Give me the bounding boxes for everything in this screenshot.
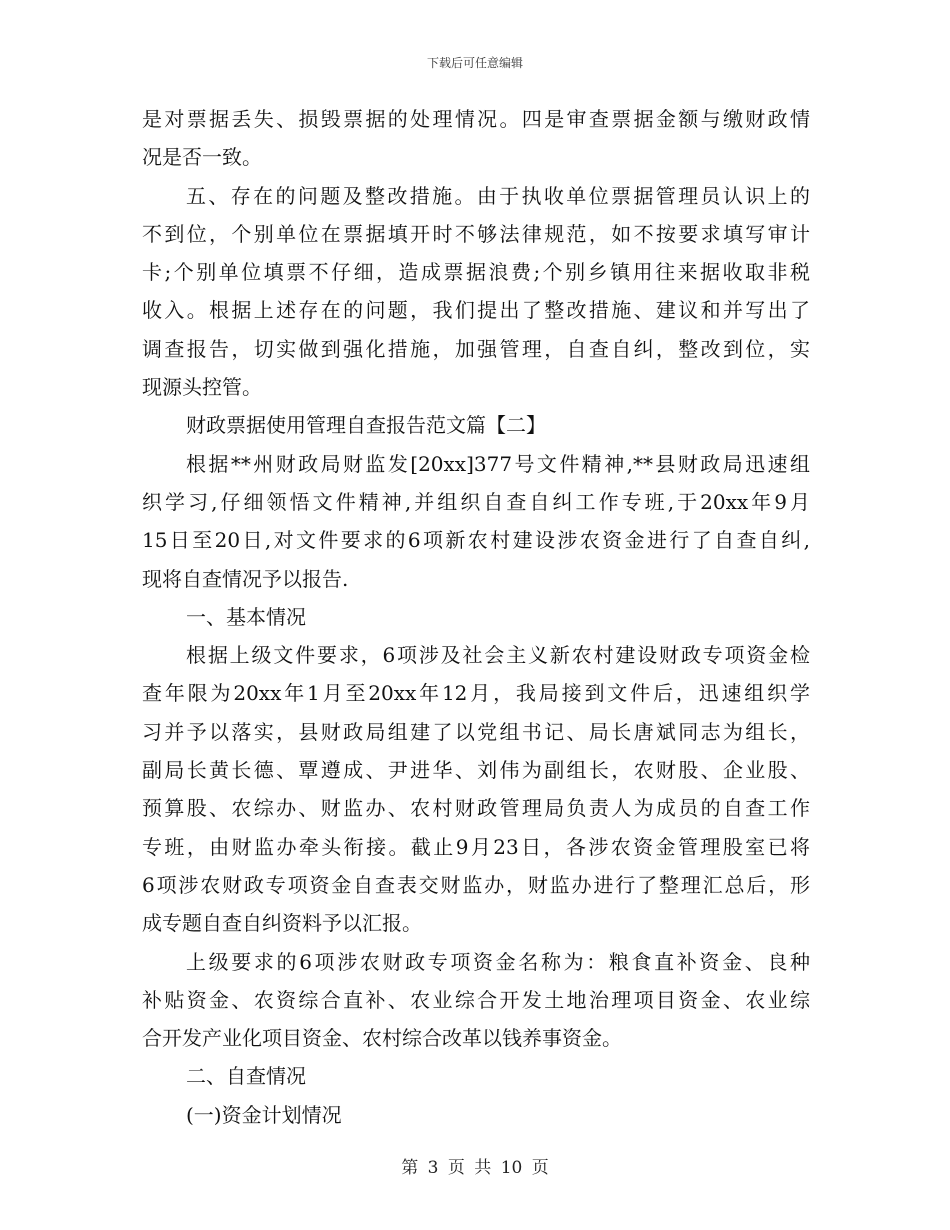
- text-line: 财政票据使用管理自查报告范文篇【二】: [186, 413, 546, 438]
- text-line: 二、自查情况: [186, 1064, 306, 1089]
- text-line: 收入。根据上述存在的问题，我们提出了整改措施、建议和并写出了: [142, 298, 810, 323]
- text-line: 15日至20日,对文件要求的6项新农村建设涉农资金进行了自查自纠,: [142, 528, 810, 553]
- text-line: 副局长黄长德、覃遵成、尹进华、刘伟为副组长，农财股、企业股、: [142, 758, 810, 783]
- text-line: 6项涉农财政专项资金自查表交财监办，财监办进行了整理汇总后，形: [142, 872, 810, 897]
- text-line: 合开发产业化项目资金、农村综合改革以钱养事资金。: [142, 1026, 622, 1051]
- text-line: 预算股、农综办、财监办、农村财政管理局负责人为成员的自查工作: [142, 796, 810, 821]
- text-line: 查年限为20xx年1月至20xx年12月，我局接到文件后，迅速组织学: [142, 681, 810, 706]
- text-line: 现将自查情况予以报告.: [142, 566, 349, 591]
- page-footer: 第 3 页 共 10 页: [401, 1158, 549, 1178]
- text-line: 现源头控管。: [142, 375, 262, 400]
- text-line: 况是否一致。: [142, 145, 262, 170]
- text-line: 五、存在的问题及整改措施。由于执收单位票据管理员认识上的: [186, 183, 810, 208]
- text-line: 是对票据丢失、损毁票据的处理情况。四是审查票据金额与缴财政情: [142, 107, 810, 131]
- text-line: 补贴资金、农资综合直补、农业综合开发土地治理项目资金、农业综: [142, 987, 810, 1012]
- text-line: 调查报告，切实做到强化措施，加强管理，自查自纠，整改到位，实: [142, 336, 810, 361]
- text-line: 上级要求的6项涉农财政专项资金名称为：粮食直补资金、良种: [186, 949, 810, 974]
- text-line: 成专题自查自纠资料予以汇报。: [142, 911, 422, 936]
- text-line: 一、基本情况: [186, 604, 306, 629]
- text-line: 根据**州财政局财监发[20xx]377号文件精神,**县财政局迅速组: [186, 451, 810, 476]
- page-header: 下载后可任意编辑: [426, 56, 523, 70]
- document-body: [142, 100, 810, 1134]
- text-line: 根据上级文件要求，6项涉及社会主义新农村建设财政专项资金检: [186, 643, 810, 668]
- text-line: 习并予以落实，县财政局组建了以党组书记、局长唐斌同志为组长，: [142, 719, 810, 744]
- text-line: 卡;个别单位填票不仔细，造成票据浪费;个别乡镇用往来据收取非税: [142, 260, 810, 285]
- text-line: 专班，由财监办牵头衔接。截止9月23日，各涉农资金管理股室已将: [142, 834, 810, 859]
- text-line: (一)资金计划情况: [186, 1102, 342, 1127]
- text-line: 织学习,仔细领悟文件精神,并组织自查自纠工作专班,于20xx年9月: [142, 489, 810, 514]
- text-line: 不到位，个别单位在票据填开时不够法律规范，如不按要求填写审计: [142, 221, 810, 246]
